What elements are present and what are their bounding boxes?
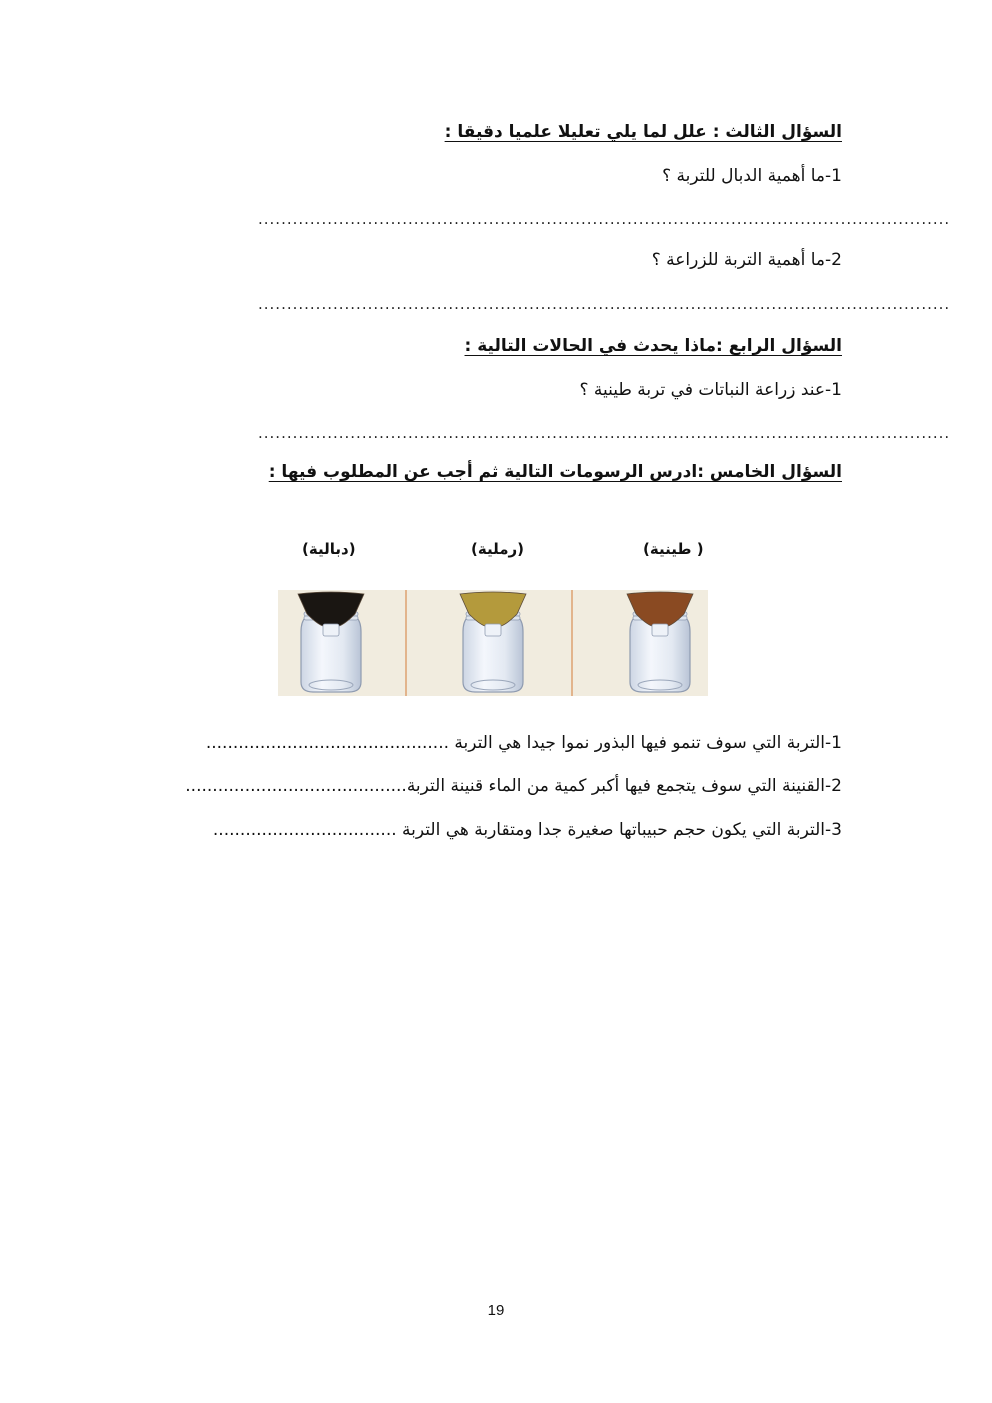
jar-clay — [627, 592, 693, 692]
answer-line: ........................................................................................................................ — [258, 295, 951, 313]
question-5-heading: السؤال الخامس :ادرس الرسومات التالية ثم أجب عن المطلوب فيها : — [268, 462, 842, 482]
jar-humus — [298, 592, 364, 692]
question-3-item-2: 2-ما أهمية التربة للزراعة ؟ — [651, 250, 842, 270]
soil-label-humus: (دبالية) — [302, 540, 356, 558]
jar-sand — [460, 592, 526, 692]
statement-3: 3-التربة التي يكون حجم حبيباتها صغيرة جدا ومتقاربة هي التربة .................................. — [212, 820, 842, 840]
question-4-heading: السؤال الرابع :ماذا يحدث في الحالات التالية : — [464, 336, 842, 356]
page-number: 19 — [487, 1302, 505, 1319]
soil-jars-illustration — [278, 590, 708, 696]
question-4-item-1: 1-عند زراعة النباتات في تربة طينية ؟ — [579, 380, 842, 400]
statement-2: 2-القنينة التي سوف يتجمع فيها أكبر كمية من الماء قنينة التربة......................................... — [185, 776, 842, 796]
statement-1: 1-التربة التي سوف تنمو فيها البذور نموا جيدا هي التربة ............................................. — [205, 733, 842, 753]
question-3-heading: السؤال الثالث : علل لما يلي تعليلا علميا دقيقا : — [444, 122, 842, 142]
answer-line: ........................................................................................................................ — [258, 424, 951, 442]
question-3-item-1: 1-ما أهمية الدبال للتربة ؟ — [662, 166, 842, 186]
soil-label-clay: (طينية ) — [643, 540, 704, 558]
soil-label-sand: (رملية) — [471, 540, 524, 558]
answer-line: ........................................................................................................................ — [258, 210, 951, 228]
